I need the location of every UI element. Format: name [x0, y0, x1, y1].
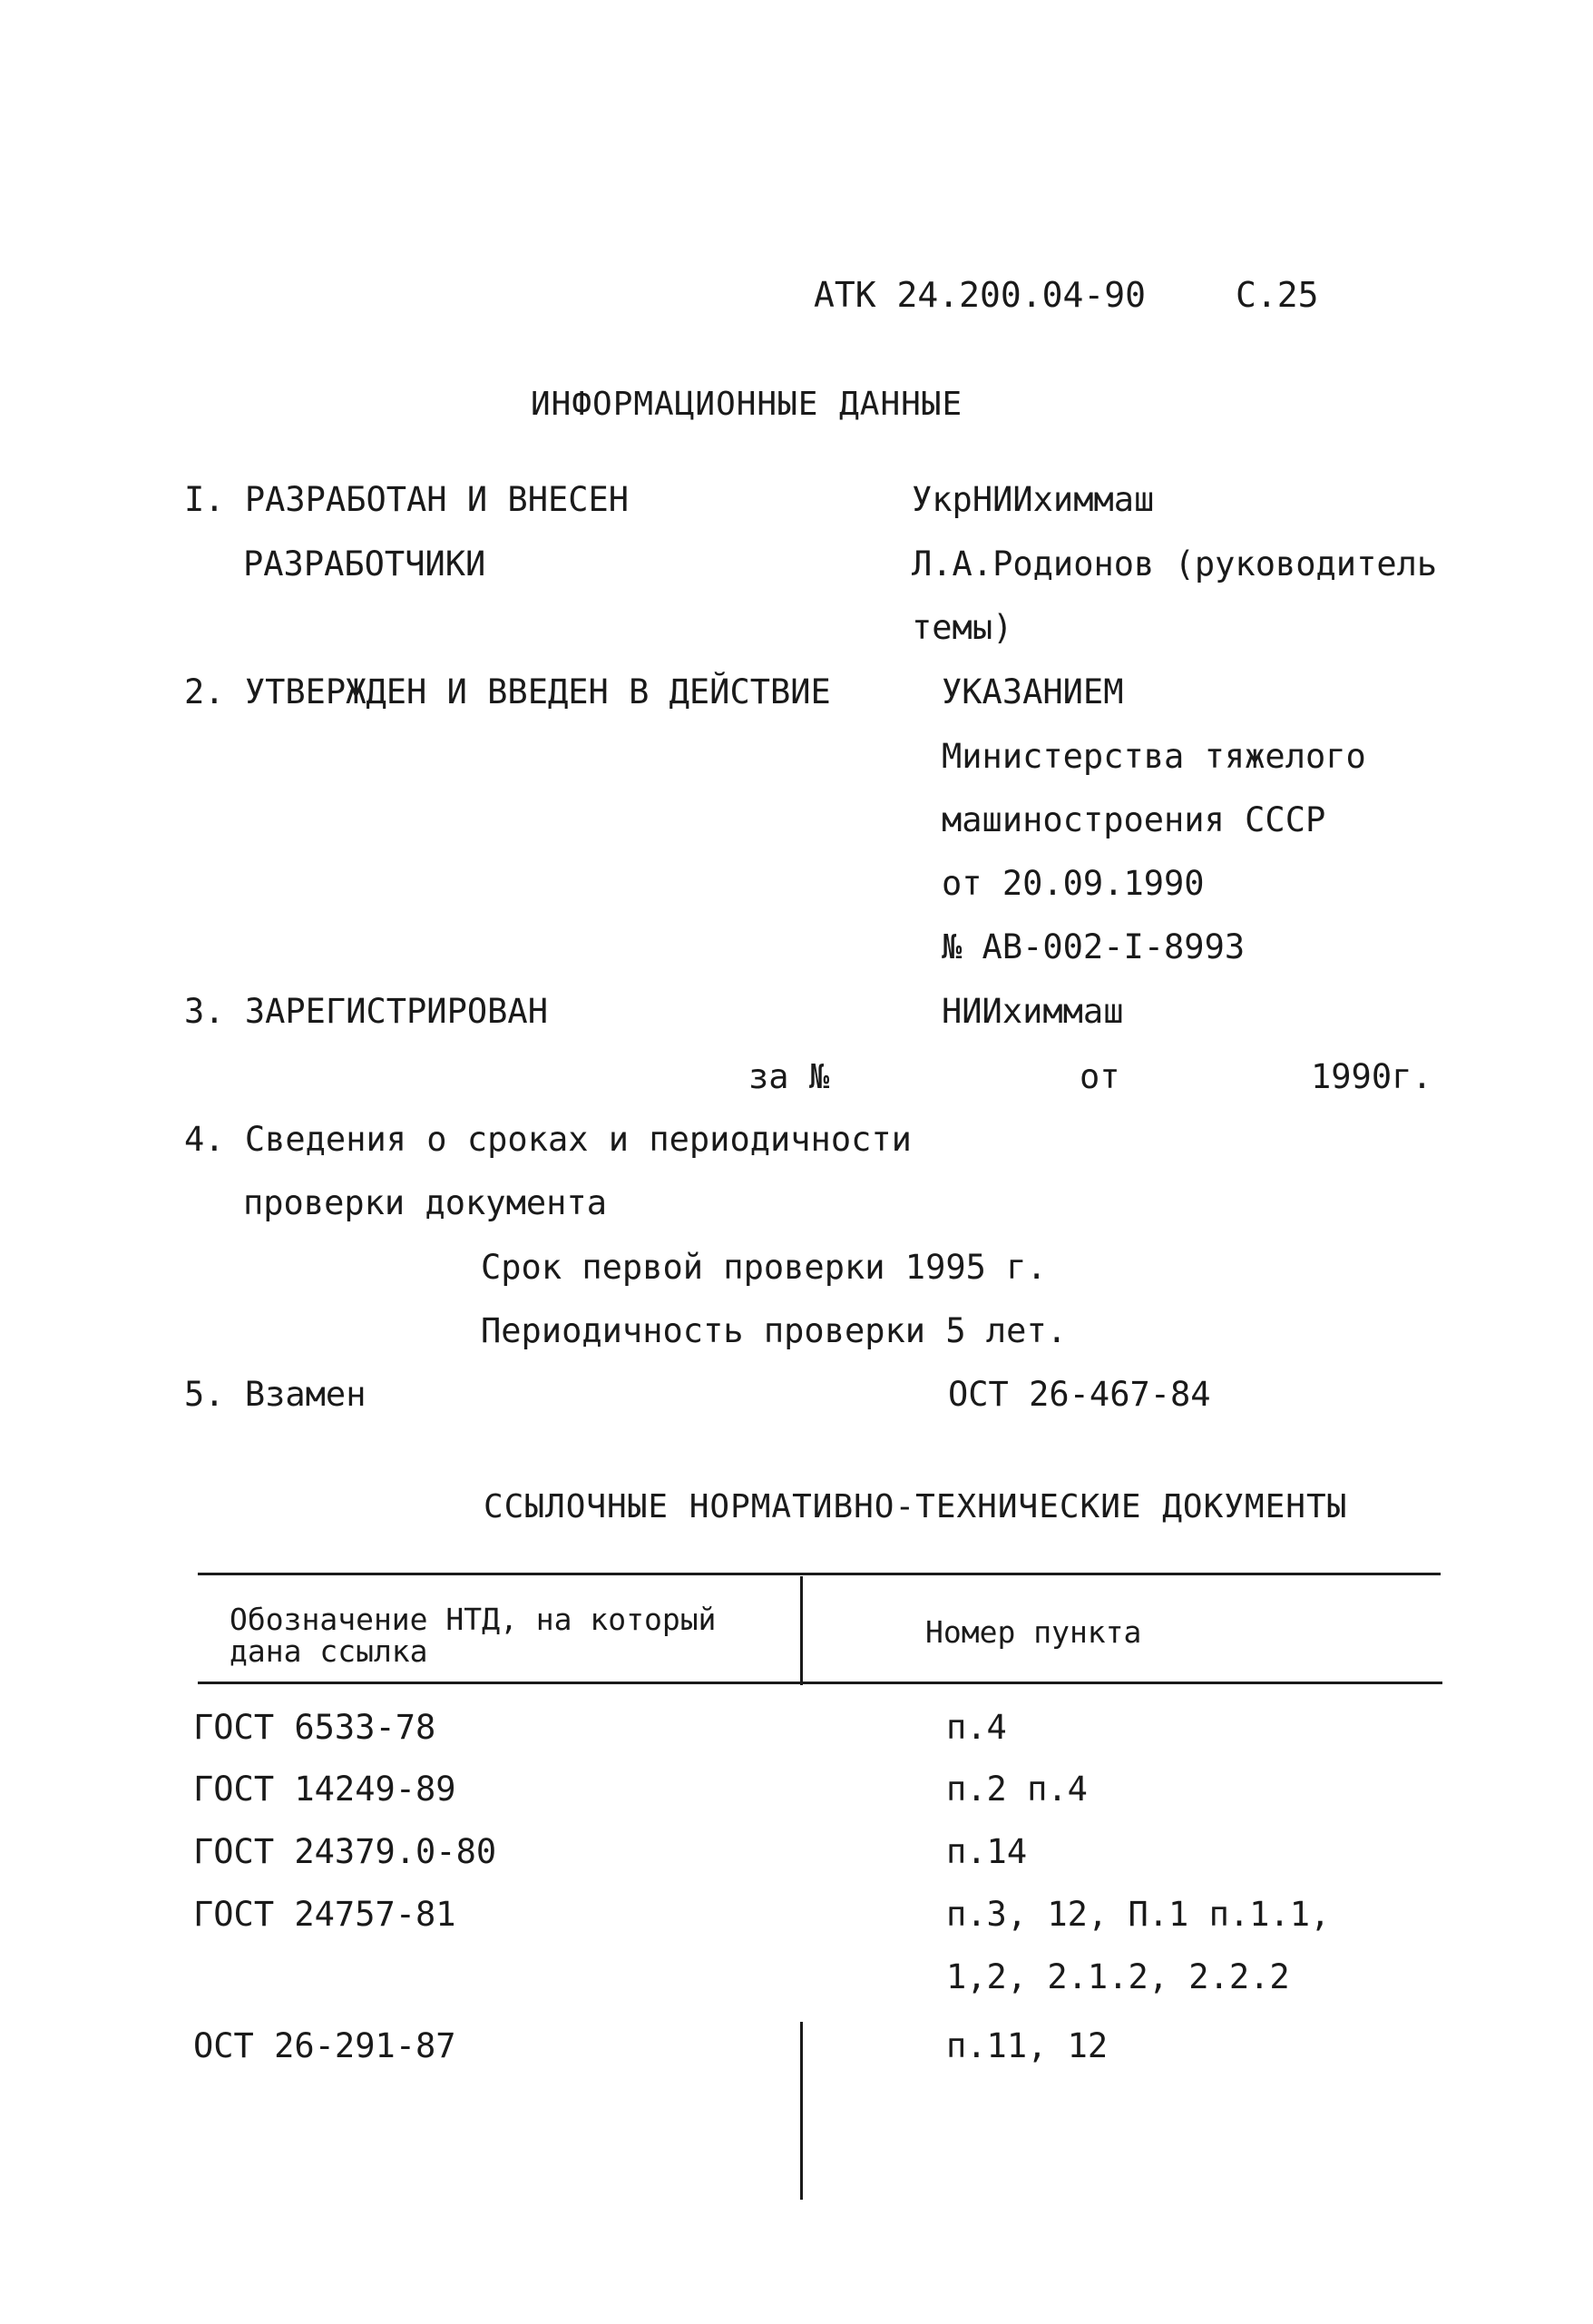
table-row-2-items: п.2 п.4 [946, 1770, 1088, 1809]
item-3-registration-year: 1990г. [1311, 1057, 1432, 1096]
item-2-value-line-1: УКАЗАНИЕМ [942, 672, 1124, 711]
references-title: ССЫЛОЧНЫЕ НОРМАТИВНО-ТЕХНИЧЕСКИЕ ДОКУМЕНТЫ [484, 1488, 1348, 1525]
item-3-value: НИИхиммаш [942, 992, 1124, 1031]
item-5-value: ОСТ 26-467-84 [948, 1375, 1211, 1414]
table-row-4-items: п.3, 12, П.1 п.1.1, [946, 1895, 1331, 1934]
item-4-first-check: Срок первой проверки 1995 г. [481, 1248, 1047, 1287]
table-row-3-doc: ГОСТ 24379.0-80 [193, 1832, 497, 1871]
developers-label: РАЗРАБОТЧИКИ [243, 544, 486, 583]
item-3-registration-date: от [1080, 1057, 1120, 1096]
table-column-divider-upper [800, 1576, 803, 1685]
table-header-rule [198, 1682, 1442, 1684]
table-header-doc [230, 1604, 716, 1667]
table-row-6-items: п.11, 12 [946, 2026, 1109, 2065]
table-row-3-items: п.14 [946, 1832, 1028, 1871]
info-title: ИНФОРМАЦИОННЫЕ ДАННЫЕ [531, 386, 963, 423]
table-row-4-doc: ГОСТ 24757-81 [193, 1895, 456, 1934]
table-row-5-items: 1,2, 2.1.2, 2.2.2 [946, 1957, 1290, 1996]
table-header-doc-line-1: Обозначение НТД, на который [230, 1602, 717, 1637]
document-code: АТК 24.200.04-90 [814, 275, 1147, 315]
page-number: С.25 [1236, 275, 1319, 315]
item-2-value-line-4: от 20.09.1990 [942, 864, 1205, 903]
developers-value-line-2: темы) [912, 608, 1013, 647]
table-row-1-doc: ГОСТ 6533-78 [193, 1708, 436, 1747]
item-2-value-line-5: № АВ-002-I-8993 [942, 927, 1246, 966]
table-row-2-doc: ГОСТ 14249-89 [193, 1770, 456, 1809]
table-header-item: Номер пункта [925, 1614, 1142, 1650]
table-row-1-items: п.4 [946, 1708, 1007, 1747]
item-2-value-line-3: машиностроения СССР [942, 800, 1326, 839]
table-column-divider-lower [800, 2022, 803, 2200]
item-3-label: 3. ЗАРЕГИСТРИРОВАН [184, 992, 548, 1031]
item-2-label: 2. УТВЕРЖДЕН И ВВЕДЕН В ДЕЙСТВИЕ [184, 672, 831, 711]
item-3-registration-number: за № [748, 1057, 830, 1096]
table-row-6-doc: ОСТ 26-291-87 [193, 2026, 456, 2065]
item-2-value-line-2: Министерства тяжелого [942, 737, 1366, 776]
table-header-doc-line-2: дана ссылка [230, 1633, 428, 1669]
item-5-label: 5. Взамен [184, 1375, 366, 1414]
developers-value-line-1: Л.А.Родионов (руководитель [912, 544, 1438, 583]
item-4-label-line-1: 4. Сведения о сроках и периодичности [184, 1120, 912, 1159]
table-top-rule [198, 1573, 1441, 1575]
item-4-check-period: Периодичность проверки 5 лет. [481, 1311, 1068, 1350]
item-1-value: УкрНИИхиммаш [912, 480, 1155, 519]
item-1-label: I. РАЗРАБОТАН И ВНЕСЕН [184, 480, 630, 519]
item-4-label-line-2: проверки документа [243, 1183, 607, 1222]
